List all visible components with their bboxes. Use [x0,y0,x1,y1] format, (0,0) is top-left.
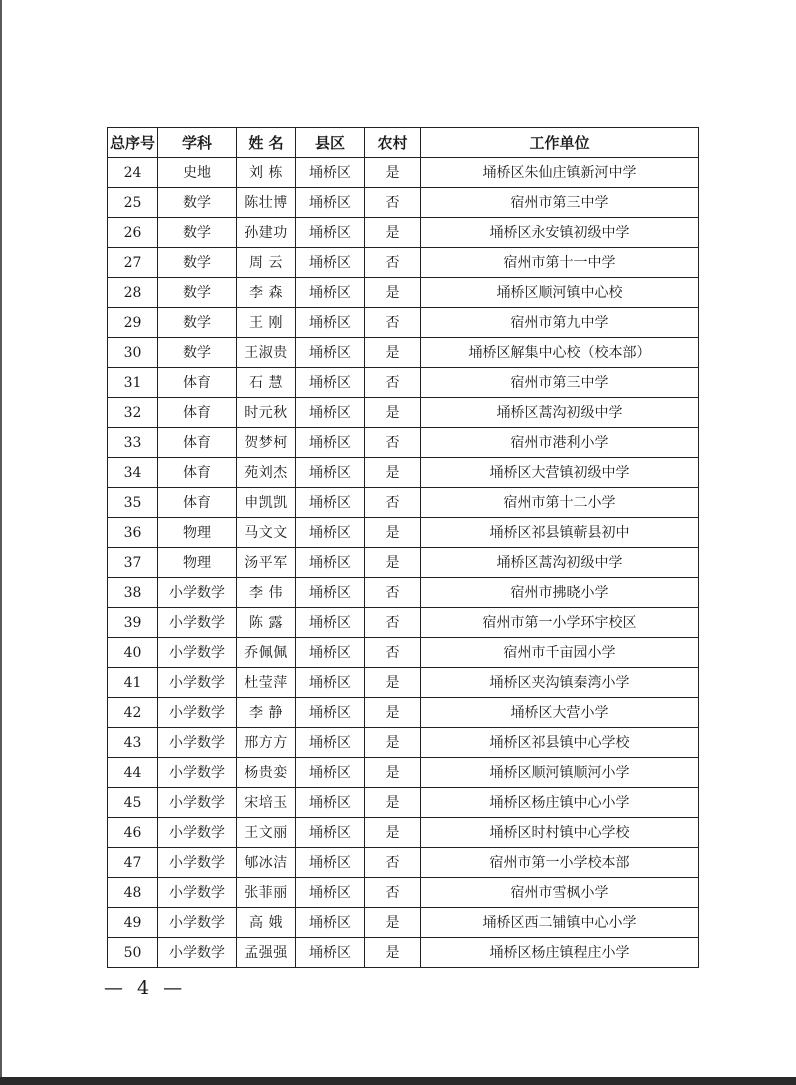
subject-cell: 小学数学 [158,878,237,908]
subject-cell: 数学 [158,248,237,278]
table-row [108,188,699,218]
work-unit-cell: 埇桥区夹沟镇秦湾小学 [421,668,699,698]
name-cell: 高 娥 [237,908,296,938]
serial-number-cell: 30 [108,338,158,368]
subject-cell: 小学数学 [158,938,237,968]
rural-cell: 是 [365,908,421,938]
subject-cell: 史地 [158,158,237,188]
header-rural: 农村 [365,128,421,158]
subject-cell: 小学数学 [158,908,237,938]
header-name: 姓 名 [237,128,296,158]
table-row [108,908,699,938]
subject-cell: 体育 [158,458,237,488]
subject-cell: 小学数学 [158,758,237,788]
rural-cell: 是 [365,698,421,728]
table-row [108,608,699,638]
rural-cell: 否 [365,848,421,878]
work-unit-cell: 埇桥区大营小学 [421,698,699,728]
rural-cell: 是 [365,158,421,188]
table-row [108,848,699,878]
work-unit-cell: 埇桥区顺河镇中心校 [421,278,699,308]
county-cell: 埇桥区 [296,278,365,308]
county-cell: 埇桥区 [296,518,365,548]
county-cell: 埇桥区 [296,488,365,518]
name-cell: 乔佩佩 [237,638,296,668]
table-row [108,338,699,368]
name-cell: 王 刚 [237,308,296,338]
name-cell: 贺梦柯 [237,428,296,458]
subject-cell: 小学数学 [158,668,237,698]
name-cell: 石 慧 [237,368,296,398]
name-cell: 王文丽 [237,818,296,848]
county-cell: 埇桥区 [296,608,365,638]
name-cell: 申凯凯 [237,488,296,518]
work-unit-cell: 宿州市第十一中学 [421,248,699,278]
rural-cell: 否 [365,428,421,458]
table-row [108,488,699,518]
subject-cell: 数学 [158,308,237,338]
name-cell: 刘 栋 [237,158,296,188]
county-cell: 埇桥区 [296,578,365,608]
work-unit-cell: 宿州市雪枫小学 [421,878,699,908]
subject-cell: 数学 [158,188,237,218]
rural-cell: 是 [365,818,421,848]
subject-cell: 小学数学 [158,818,237,848]
work-unit-cell: 宿州市拂晓小学 [421,578,699,608]
work-unit-cell: 埇桥区杨庄镇程庄小学 [421,938,699,968]
serial-number-cell: 39 [108,608,158,638]
header-county-district: 县区 [296,128,365,158]
name-cell: 汤平军 [237,548,296,578]
table-row [108,698,699,728]
rural-cell: 否 [365,488,421,518]
serial-number-cell: 44 [108,758,158,788]
county-cell: 埇桥区 [296,188,365,218]
subject-cell: 体育 [158,488,237,518]
subject-cell: 小学数学 [158,788,237,818]
table-row [108,308,699,338]
work-unit-cell: 埇桥区永安镇初级中学 [421,218,699,248]
name-cell: 李 森 [237,278,296,308]
rural-cell: 是 [365,668,421,698]
serial-number-cell: 37 [108,548,158,578]
subject-cell: 物理 [158,518,237,548]
county-cell: 埇桥区 [296,428,365,458]
work-unit-cell: 宿州市第三中学 [421,368,699,398]
rural-cell: 是 [365,938,421,968]
subject-cell: 小学数学 [158,728,237,758]
rural-cell: 是 [365,218,421,248]
work-unit-cell: 宿州市第九中学 [421,308,699,338]
county-cell: 埇桥区 [296,818,365,848]
name-cell: 宋培玉 [237,788,296,818]
serial-number-cell: 27 [108,248,158,278]
rural-cell: 是 [365,338,421,368]
subject-cell: 小学数学 [158,608,237,638]
rural-cell: 否 [365,188,421,218]
county-cell: 埇桥区 [296,788,365,818]
work-unit-cell: 宿州市千亩园小学 [421,638,699,668]
county-cell: 埇桥区 [296,938,365,968]
county-cell: 埇桥区 [296,668,365,698]
name-cell: 陈壮博 [237,188,296,218]
table-row [108,878,699,908]
subject-cell: 数学 [158,338,237,368]
rural-cell: 是 [365,398,421,428]
subject-cell: 物理 [158,548,237,578]
work-unit-cell: 埇桥区祁县镇蕲县初中 [421,518,699,548]
work-unit-cell: 埇桥区西二铺镇中心小学 [421,908,699,938]
serial-number-cell: 49 [108,908,158,938]
rural-cell: 是 [365,728,421,758]
serial-number-cell: 31 [108,368,158,398]
rural-cell: 是 [365,458,421,488]
county-cell: 埇桥区 [296,848,365,878]
serial-number-cell: 47 [108,848,158,878]
rural-cell: 否 [365,578,421,608]
name-cell: 杜莹萍 [237,668,296,698]
name-cell: 杨贵娈 [237,758,296,788]
work-unit-cell: 宿州市港利小学 [421,428,699,458]
name-cell: 孟强强 [237,938,296,968]
header-work-unit: 工作单位 [421,128,699,158]
county-cell: 埇桥区 [296,398,365,428]
work-unit-cell: 埇桥区解集中心校（校本部） [421,338,699,368]
county-cell: 埇桥区 [296,158,365,188]
work-unit-cell: 埇桥区时村镇中心学校 [421,818,699,848]
table-row [108,668,699,698]
table-row [108,758,699,788]
rural-cell: 是 [365,278,421,308]
table-row [108,278,699,308]
table-row [108,788,699,818]
table-row [108,578,699,608]
rural-cell: 否 [365,248,421,278]
table-row [108,158,699,188]
table-row [108,638,699,668]
name-cell: 王淑贵 [237,338,296,368]
county-cell: 埇桥区 [296,908,365,938]
table-row [108,938,699,968]
county-cell: 埇桥区 [296,338,365,368]
serial-number-cell: 38 [108,578,158,608]
table-row [108,398,699,428]
subject-cell: 小学数学 [158,848,237,878]
rural-cell: 是 [365,758,421,788]
county-cell: 埇桥区 [296,218,365,248]
scan-edge-bottom [0,1077,796,1085]
table-row [108,728,699,758]
work-unit-cell: 宿州市第十二小学 [421,488,699,518]
name-cell: 周 云 [237,248,296,278]
rural-cell: 否 [365,638,421,668]
name-cell: 李 伟 [237,578,296,608]
table-row [108,368,699,398]
name-cell: 时元秋 [237,398,296,428]
serial-number-cell: 48 [108,878,158,908]
table-row [108,428,699,458]
serial-number-cell: 29 [108,308,158,338]
name-cell: 苑刘杰 [237,458,296,488]
table-row [108,218,699,248]
county-cell: 埇桥区 [296,758,365,788]
work-unit-cell: 埇桥区蒿沟初级中学 [421,398,699,428]
work-unit-cell: 埇桥区杨庄镇中心小学 [421,788,699,818]
name-cell: 郇冰洁 [237,848,296,878]
serial-number-cell: 41 [108,668,158,698]
serial-number-cell: 35 [108,488,158,518]
rural-cell: 否 [365,308,421,338]
subject-cell: 小学数学 [158,578,237,608]
subject-cell: 体育 [158,428,237,458]
page-number: — 4 — [104,977,187,999]
subject-cell: 小学数学 [158,638,237,668]
county-cell: 埇桥区 [296,308,365,338]
serial-number-cell: 25 [108,188,158,218]
county-cell: 埇桥区 [296,248,365,278]
name-cell: 邢方方 [237,728,296,758]
table-body [108,158,699,968]
subject-cell: 小学数学 [158,698,237,728]
table-row [108,458,699,488]
county-cell: 埇桥区 [296,458,365,488]
rural-cell: 否 [365,878,421,908]
name-cell: 陈 露 [237,608,296,638]
header-subject: 学科 [158,128,237,158]
work-unit-cell: 埇桥区朱仙庄镇新河中学 [421,158,699,188]
serial-number-cell: 45 [108,788,158,818]
work-unit-cell: 宿州市第一小学环宇校区 [421,608,699,638]
work-unit-cell: 宿州市第一小学校本部 [421,848,699,878]
county-cell: 埇桥区 [296,548,365,578]
county-cell: 埇桥区 [296,638,365,668]
work-unit-cell: 埇桥区蒿沟初级中学 [421,548,699,578]
work-unit-cell: 埇桥区顺河镇顺河小学 [421,758,699,788]
rural-cell: 否 [365,368,421,398]
header-serial-number: 总序号 [108,128,158,158]
county-cell: 埇桥区 [296,878,365,908]
name-cell: 张菲丽 [237,878,296,908]
serial-number-cell: 36 [108,518,158,548]
serial-number-cell: 50 [108,938,158,968]
table-row [108,548,699,578]
serial-number-cell: 24 [108,158,158,188]
serial-number-cell: 26 [108,218,158,248]
subject-cell: 数学 [158,218,237,248]
scan-edge-left [0,0,2,1085]
serial-number-cell: 34 [108,458,158,488]
teacher-roster-table [107,127,699,968]
work-unit-cell: 埇桥区大营镇初级中学 [421,458,699,488]
subject-cell: 体育 [158,398,237,428]
table-row [108,518,699,548]
name-cell: 马文文 [237,518,296,548]
table-header-row [108,128,699,158]
serial-number-cell: 40 [108,638,158,668]
subject-cell: 数学 [158,278,237,308]
rural-cell: 是 [365,788,421,818]
serial-number-cell: 46 [108,818,158,848]
table-row [108,818,699,848]
rural-cell: 是 [365,548,421,578]
serial-number-cell: 32 [108,398,158,428]
county-cell: 埇桥区 [296,368,365,398]
serial-number-cell: 42 [108,698,158,728]
rural-cell: 否 [365,608,421,638]
table-row [108,248,699,278]
county-cell: 埇桥区 [296,728,365,758]
work-unit-cell: 宿州市第三中学 [421,188,699,218]
name-cell: 孙建功 [237,218,296,248]
rural-cell: 是 [365,518,421,548]
work-unit-cell: 埇桥区祁县镇中心学校 [421,728,699,758]
subject-cell: 体育 [158,368,237,398]
county-cell: 埇桥区 [296,698,365,728]
serial-number-cell: 28 [108,278,158,308]
serial-number-cell: 33 [108,428,158,458]
name-cell: 李 静 [237,698,296,728]
serial-number-cell: 43 [108,728,158,758]
